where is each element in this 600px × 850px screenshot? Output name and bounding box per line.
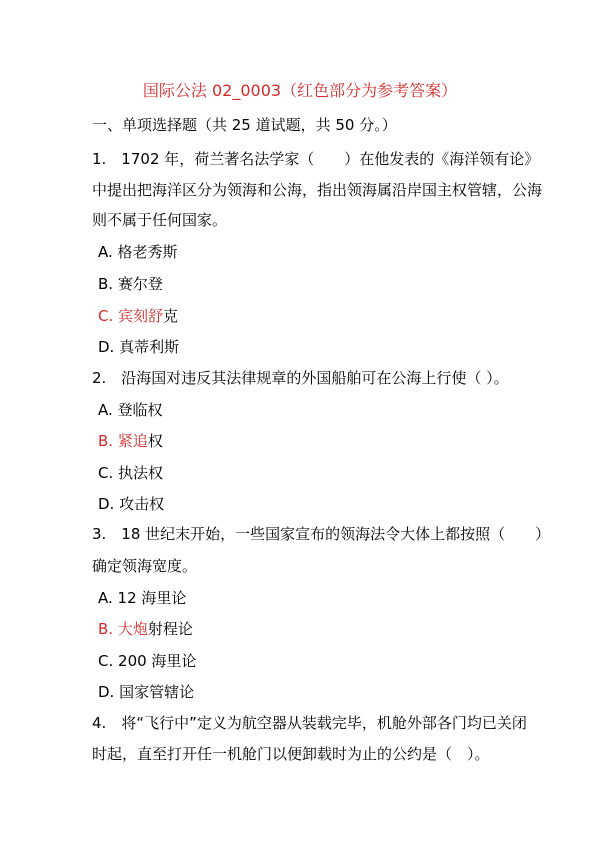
question-3-option-a: [98, 587, 186, 608]
question-2-option-c: [98, 462, 163, 483]
option-label: C.: [98, 652, 114, 670]
option-label: A.: [98, 243, 113, 261]
option-text: 执法权: [118, 464, 164, 482]
option-text: 赛尔登: [117, 275, 163, 293]
option-label: B.: [98, 432, 114, 450]
option-text-answer: 宾刻舒: [118, 307, 164, 325]
option-label: A.: [98, 589, 113, 607]
document-title: 国际公法 02_0003（红色部分为参考答案）: [142, 81, 458, 100]
question-1-option-a: [98, 241, 178, 262]
option-label: D.: [98, 495, 115, 513]
option-label: C.: [98, 307, 114, 325]
question-1-line-3: 则不属于任何国家。: [92, 211, 228, 229]
question-1-option-b: [98, 273, 163, 294]
question-3-line-2: 确定领海宽度。: [92, 557, 198, 575]
question-2-option-b: [98, 430, 163, 451]
option-text: 真蒂利斯: [119, 338, 180, 356]
section-heading: 一、单项选择题（共 25 道试题，共 50 分。）: [92, 116, 397, 134]
question-1-option-d: [98, 336, 179, 357]
option-text-answer: 大炮: [117, 620, 148, 638]
question-1-line-2: 中提出把海洋区分为领海和公海，指出领海属沿岸国主权管辖，公海: [92, 181, 543, 199]
option-text: 200 海里论: [118, 652, 197, 670]
option-label: B.: [98, 620, 114, 638]
option-text: 权: [147, 432, 163, 450]
option-text: 登临权: [117, 401, 163, 419]
question-2-option-d: [98, 493, 164, 514]
option-label: A.: [98, 401, 113, 419]
question-1-line-1: 1. 1702 年，荷兰著名法学家（ ）在他发表的《海洋领有论》: [92, 150, 540, 168]
question-2-option-a: [98, 399, 163, 420]
option-label: D.: [98, 338, 115, 356]
question-3-option-d: [98, 681, 194, 702]
option-label: C.: [98, 464, 114, 482]
question-4-line-2: 时起，直至打开任一机舱门以便卸载时为止的公约是（ ）。: [92, 745, 490, 763]
question-4-line-1: 4. 将“飞行中”定义为航空器从装载完毕，机舱外部各门均已关闭: [92, 714, 527, 732]
question-2-line-1: 2. 沿海国对违反其法律规章的外国船舶可在公海上行使（ ）。: [92, 369, 509, 387]
option-text-answer: 紧追: [117, 432, 148, 450]
question-3-option-c: [98, 650, 196, 671]
option-text: 克: [163, 307, 179, 325]
option-text: 攻击权: [119, 495, 165, 513]
option-text: 国家管辖论: [119, 683, 195, 701]
option-text: 格老秀斯: [117, 243, 178, 261]
question-1-option-c: [98, 305, 178, 326]
option-text: 12 海里论: [117, 589, 187, 607]
option-label: B.: [98, 275, 114, 293]
question-3-line-1: 3. 18 世纪末开始，一些国家宣布的领海法令大体上都按照（ ）: [92, 525, 551, 543]
option-label: D.: [98, 683, 115, 701]
option-text: 射程论: [147, 620, 193, 638]
question-3-option-b: [98, 618, 193, 639]
